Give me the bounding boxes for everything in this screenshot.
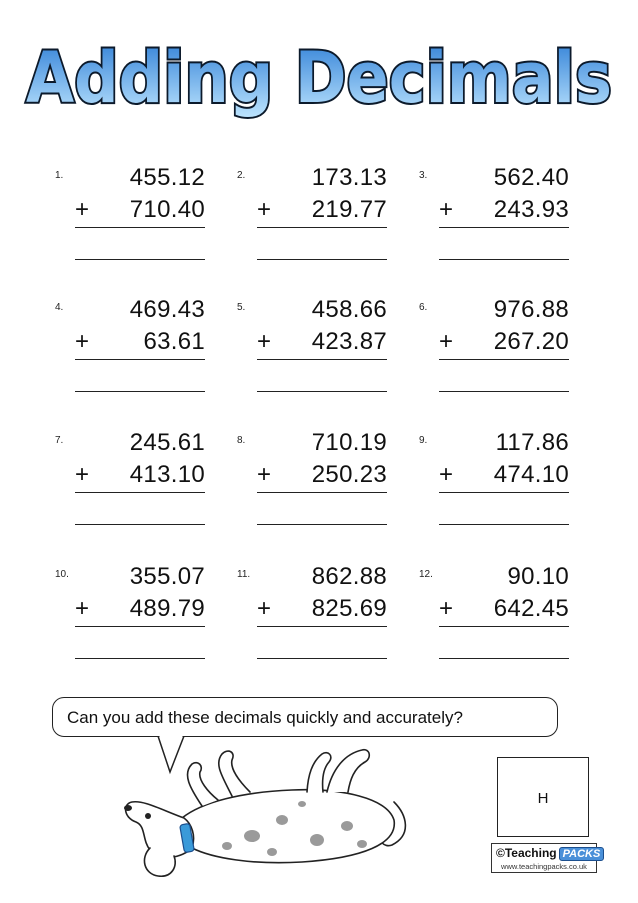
answer-box bbox=[497, 757, 589, 837]
sum-line bbox=[439, 359, 569, 360]
sum-line bbox=[257, 492, 387, 493]
problem-5 bbox=[237, 296, 387, 406]
problem-8 bbox=[237, 429, 387, 539]
plus-sign: + bbox=[439, 595, 454, 622]
plus-sign: + bbox=[257, 196, 272, 223]
problem-1 bbox=[55, 164, 205, 274]
sum-line bbox=[257, 359, 387, 360]
plus-sign: + bbox=[75, 196, 90, 223]
problem-number: 11. bbox=[237, 569, 251, 580]
answer-line[interactable] bbox=[257, 391, 387, 392]
problem-addend-bottom: 243.93 bbox=[493, 196, 569, 223]
plus-sign: + bbox=[257, 328, 272, 355]
problem-addend-bottom: 219.77 bbox=[311, 196, 387, 223]
problem-addend-top: 862.88 bbox=[311, 563, 387, 590]
problem-number: 1. bbox=[55, 170, 64, 181]
plus-sign: + bbox=[75, 461, 90, 488]
answer-line[interactable] bbox=[75, 391, 205, 392]
answer-line[interactable] bbox=[257, 524, 387, 525]
problem-number: 5. bbox=[237, 302, 246, 313]
problem-addend-bottom: 250.23 bbox=[311, 461, 387, 488]
teachingpacks-logo bbox=[491, 843, 601, 873]
title-text: Adding Decimals bbox=[26, 37, 612, 119]
problem-11 bbox=[237, 563, 387, 673]
problem-addend-top: 458.66 bbox=[311, 296, 387, 323]
problem-9 bbox=[419, 429, 569, 539]
problem-addend-top: 710.19 bbox=[311, 429, 387, 456]
problem-addend-bottom: 474.10 bbox=[493, 461, 569, 488]
problem-number: 8. bbox=[237, 435, 246, 446]
dalmatian-dog-illustration bbox=[122, 740, 412, 880]
logo-url: www.teachingpacks.co.uk bbox=[501, 862, 587, 871]
problem-addend-bottom: 267.20 bbox=[493, 328, 569, 355]
problem-number: 2. bbox=[237, 170, 246, 181]
sum-line bbox=[439, 227, 569, 228]
problem-addend-bottom: 825.69 bbox=[311, 595, 387, 622]
sum-line bbox=[75, 359, 205, 360]
worksheet-title bbox=[18, 14, 620, 134]
plus-sign: + bbox=[439, 461, 454, 488]
plus-sign: + bbox=[75, 328, 90, 355]
answer-line[interactable] bbox=[75, 259, 205, 260]
problem-number: 7. bbox=[55, 435, 64, 446]
answer-line[interactable] bbox=[75, 658, 205, 659]
answer-line[interactable] bbox=[257, 259, 387, 260]
problem-addend-top: 245.61 bbox=[129, 429, 205, 456]
problem-addend-bottom: 63.61 bbox=[143, 328, 205, 355]
problem-10 bbox=[55, 563, 205, 673]
problem-addend-top: 976.88 bbox=[493, 296, 569, 323]
problem-addend-top: 355.07 bbox=[129, 563, 205, 590]
speech-bubble bbox=[52, 697, 558, 737]
sum-line bbox=[75, 626, 205, 627]
sum-line bbox=[75, 227, 205, 228]
problem-addend-top: 173.13 bbox=[311, 164, 387, 191]
speech-bubble-text: Can you add these decimals quickly and accurately? bbox=[67, 708, 463, 727]
problem-addend-top: 469.43 bbox=[129, 296, 205, 323]
problem-2 bbox=[237, 164, 387, 274]
plus-sign: + bbox=[439, 196, 454, 223]
answer-line[interactable] bbox=[257, 658, 387, 659]
problem-addend-top: 117.86 bbox=[495, 429, 569, 456]
problem-4 bbox=[55, 296, 205, 406]
problem-3 bbox=[419, 164, 569, 274]
problem-number: 6. bbox=[419, 302, 428, 313]
sum-line bbox=[439, 626, 569, 627]
plus-sign: + bbox=[75, 595, 90, 622]
problem-number: 10. bbox=[55, 569, 69, 580]
problem-addend-bottom: 489.79 bbox=[129, 595, 205, 622]
problem-number: 12. bbox=[419, 569, 433, 580]
problem-number: 4. bbox=[55, 302, 64, 313]
sum-line bbox=[439, 492, 569, 493]
problem-6 bbox=[419, 296, 569, 406]
answer-line[interactable] bbox=[439, 658, 569, 659]
sum-line bbox=[257, 227, 387, 228]
logo-prefix: ©Teaching bbox=[496, 846, 557, 860]
problem-addend-bottom: 413.10 bbox=[129, 461, 205, 488]
problem-addend-top: 562.40 bbox=[493, 164, 569, 191]
answer-line[interactable] bbox=[439, 524, 569, 525]
problem-addend-bottom: 710.40 bbox=[129, 196, 205, 223]
sum-line bbox=[257, 626, 387, 627]
problem-addend-bottom: 423.87 bbox=[311, 328, 387, 355]
problem-addend-bottom: 642.45 bbox=[493, 595, 569, 622]
logo-brand: PACKS bbox=[559, 847, 605, 861]
answer-line[interactable] bbox=[439, 259, 569, 260]
plus-sign: + bbox=[257, 461, 272, 488]
problem-number: 9. bbox=[419, 435, 428, 446]
sum-line bbox=[75, 492, 205, 493]
problem-addend-top: 455.12 bbox=[129, 164, 205, 191]
answer-line[interactable] bbox=[75, 524, 205, 525]
answer-letter: H bbox=[537, 790, 549, 807]
plus-sign: + bbox=[257, 595, 272, 622]
logo-title bbox=[496, 846, 604, 861]
problem-addend-top: 90.10 bbox=[507, 563, 569, 590]
plus-sign: + bbox=[439, 328, 454, 355]
problem-number: 3. bbox=[419, 170, 428, 181]
problem-7 bbox=[55, 429, 205, 539]
problem-12 bbox=[419, 563, 569, 673]
answer-line[interactable] bbox=[439, 391, 569, 392]
